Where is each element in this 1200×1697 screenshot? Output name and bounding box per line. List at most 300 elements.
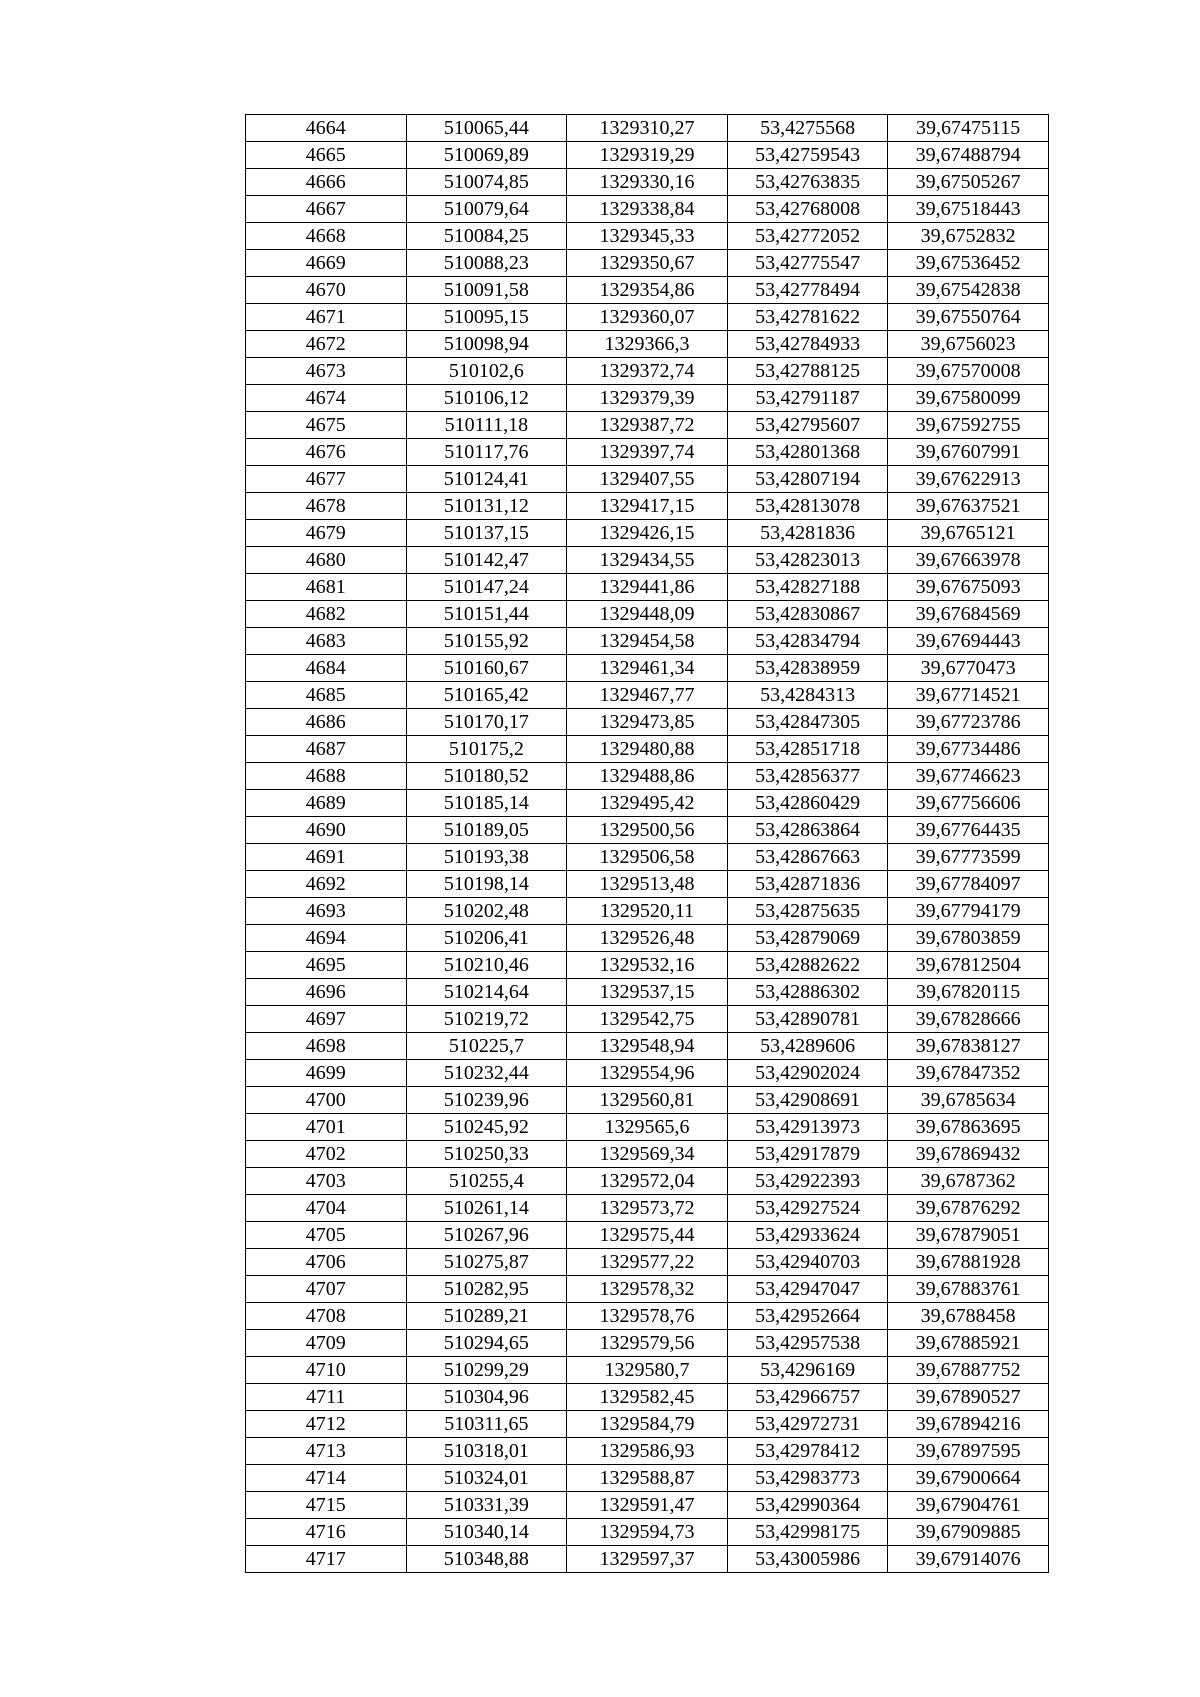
point-number-cell: 4666 (246, 169, 407, 196)
y-coordinate-cell: 1329473,85 (567, 709, 728, 736)
latitude-cell: 53,43005986 (727, 1546, 888, 1573)
longitude-cell: 39,67883761 (888, 1276, 1049, 1303)
longitude-cell: 39,6765121 (888, 520, 1049, 547)
x-coordinate-cell: 510340,14 (406, 1519, 567, 1546)
longitude-cell: 39,67637521 (888, 493, 1049, 520)
longitude-cell: 39,67570008 (888, 358, 1049, 385)
latitude-cell: 53,42966757 (727, 1384, 888, 1411)
table-row (246, 601, 1049, 628)
latitude-cell: 53,4281836 (727, 520, 888, 547)
point-number-cell: 4715 (246, 1492, 407, 1519)
x-coordinate-cell: 510304,96 (406, 1384, 567, 1411)
x-coordinate-cell: 510102,6 (406, 358, 567, 385)
latitude-cell: 53,42972731 (727, 1411, 888, 1438)
longitude-cell: 39,67694443 (888, 628, 1049, 655)
x-coordinate-cell: 510245,92 (406, 1114, 567, 1141)
longitude-cell: 39,6770473 (888, 655, 1049, 682)
y-coordinate-cell: 1329360,07 (567, 304, 728, 331)
table-row (246, 142, 1049, 169)
y-coordinate-cell: 1329513,48 (567, 871, 728, 898)
longitude-cell: 39,67794179 (888, 898, 1049, 925)
y-coordinate-cell: 1329575,44 (567, 1222, 728, 1249)
point-number-cell: 4709 (246, 1330, 407, 1357)
table-row (246, 196, 1049, 223)
table-row (246, 979, 1049, 1006)
latitude-cell: 53,42847305 (727, 709, 888, 736)
table-row (246, 1222, 1049, 1249)
latitude-cell: 53,4296169 (727, 1357, 888, 1384)
longitude-cell: 39,6787362 (888, 1168, 1049, 1195)
point-number-cell: 4667 (246, 196, 407, 223)
latitude-cell: 53,42827188 (727, 574, 888, 601)
point-number-cell: 4694 (246, 925, 407, 952)
latitude-cell: 53,42863864 (727, 817, 888, 844)
x-coordinate-cell: 510160,67 (406, 655, 567, 682)
latitude-cell: 53,42913973 (727, 1114, 888, 1141)
point-number-cell: 4681 (246, 574, 407, 601)
x-coordinate-cell: 510091,58 (406, 277, 567, 304)
latitude-cell: 53,42947047 (727, 1276, 888, 1303)
x-coordinate-cell: 510289,21 (406, 1303, 567, 1330)
table-row (246, 385, 1049, 412)
latitude-cell: 53,42759543 (727, 142, 888, 169)
y-coordinate-cell: 1329580,7 (567, 1357, 728, 1384)
y-coordinate-cell: 1329345,33 (567, 223, 728, 250)
table-row (246, 304, 1049, 331)
y-coordinate-cell: 1329554,96 (567, 1060, 728, 1087)
y-coordinate-cell: 1329366,3 (567, 331, 728, 358)
y-coordinate-cell: 1329506,58 (567, 844, 728, 871)
point-number-cell: 4678 (246, 493, 407, 520)
y-coordinate-cell: 1329488,86 (567, 763, 728, 790)
longitude-cell: 39,67803859 (888, 925, 1049, 952)
latitude-cell: 53,4275568 (727, 115, 888, 142)
point-number-cell: 4670 (246, 277, 407, 304)
y-coordinate-cell: 1329572,04 (567, 1168, 728, 1195)
point-number-cell: 4668 (246, 223, 407, 250)
latitude-cell: 53,42998175 (727, 1519, 888, 1546)
latitude-cell: 53,42834794 (727, 628, 888, 655)
y-coordinate-cell: 1329594,73 (567, 1519, 728, 1546)
longitude-cell: 39,67914076 (888, 1546, 1049, 1573)
latitude-cell: 53,42890781 (727, 1006, 888, 1033)
longitude-cell: 39,67909885 (888, 1519, 1049, 1546)
latitude-cell: 53,42952664 (727, 1303, 888, 1330)
x-coordinate-cell: 510155,92 (406, 628, 567, 655)
longitude-cell: 39,6756023 (888, 331, 1049, 358)
table-row (246, 1546, 1049, 1573)
table-row (246, 250, 1049, 277)
table-row (246, 898, 1049, 925)
y-coordinate-cell: 1329578,76 (567, 1303, 728, 1330)
y-coordinate-cell: 1329426,15 (567, 520, 728, 547)
longitude-cell: 39,67550764 (888, 304, 1049, 331)
x-coordinate-cell: 510117,76 (406, 439, 567, 466)
longitude-cell: 39,67734486 (888, 736, 1049, 763)
y-coordinate-cell: 1329500,56 (567, 817, 728, 844)
latitude-cell: 53,42886302 (727, 979, 888, 1006)
longitude-cell: 39,67773599 (888, 844, 1049, 871)
x-coordinate-cell: 510079,64 (406, 196, 567, 223)
latitude-cell: 53,42795607 (727, 412, 888, 439)
point-number-cell: 4710 (246, 1357, 407, 1384)
point-number-cell: 4704 (246, 1195, 407, 1222)
y-coordinate-cell: 1329387,72 (567, 412, 728, 439)
x-coordinate-cell: 510147,24 (406, 574, 567, 601)
longitude-cell: 39,67684569 (888, 601, 1049, 628)
point-number-cell: 4696 (246, 979, 407, 1006)
y-coordinate-cell: 1329338,84 (567, 196, 728, 223)
x-coordinate-cell: 510165,42 (406, 682, 567, 709)
table-row (246, 115, 1049, 142)
table-row (246, 1114, 1049, 1141)
table-row (246, 1276, 1049, 1303)
latitude-cell: 53,42917879 (727, 1141, 888, 1168)
y-coordinate-cell: 1329573,72 (567, 1195, 728, 1222)
latitude-cell: 53,42856377 (727, 763, 888, 790)
latitude-cell: 53,42875635 (727, 898, 888, 925)
latitude-cell: 53,42784933 (727, 331, 888, 358)
table-row (246, 628, 1049, 655)
table-row (246, 277, 1049, 304)
longitude-cell: 39,67746623 (888, 763, 1049, 790)
longitude-cell: 39,67812504 (888, 952, 1049, 979)
latitude-cell: 53,42879069 (727, 925, 888, 952)
x-coordinate-cell: 510065,44 (406, 115, 567, 142)
table-row (246, 1357, 1049, 1384)
x-coordinate-cell: 510088,23 (406, 250, 567, 277)
table-row (246, 1411, 1049, 1438)
latitude-cell: 53,42983773 (727, 1465, 888, 1492)
latitude-cell: 53,42772052 (727, 223, 888, 250)
y-coordinate-cell: 1329578,32 (567, 1276, 728, 1303)
point-number-cell: 4714 (246, 1465, 407, 1492)
point-number-cell: 4674 (246, 385, 407, 412)
y-coordinate-cell: 1329542,75 (567, 1006, 728, 1033)
x-coordinate-cell: 510250,33 (406, 1141, 567, 1168)
table-row (246, 439, 1049, 466)
point-number-cell: 4687 (246, 736, 407, 763)
y-coordinate-cell: 1329441,86 (567, 574, 728, 601)
table-row (246, 1168, 1049, 1195)
point-number-cell: 4712 (246, 1411, 407, 1438)
longitude-cell: 39,67592755 (888, 412, 1049, 439)
table-row (246, 493, 1049, 520)
table-row (246, 925, 1049, 952)
longitude-cell: 39,67488794 (888, 142, 1049, 169)
longitude-cell: 39,67887752 (888, 1357, 1049, 1384)
y-coordinate-cell: 1329319,29 (567, 142, 728, 169)
y-coordinate-cell: 1329579,56 (567, 1330, 728, 1357)
point-number-cell: 4690 (246, 817, 407, 844)
x-coordinate-cell: 510180,52 (406, 763, 567, 790)
table-row (246, 1384, 1049, 1411)
longitude-cell: 39,67784097 (888, 871, 1049, 898)
point-number-cell: 4703 (246, 1168, 407, 1195)
table-row (246, 1303, 1049, 1330)
longitude-cell: 39,67607991 (888, 439, 1049, 466)
longitude-cell: 39,67881928 (888, 1249, 1049, 1276)
y-coordinate-cell: 1329586,93 (567, 1438, 728, 1465)
x-coordinate-cell: 510239,96 (406, 1087, 567, 1114)
longitude-cell: 39,6788458 (888, 1303, 1049, 1330)
point-number-cell: 4716 (246, 1519, 407, 1546)
x-coordinate-cell: 510185,14 (406, 790, 567, 817)
y-coordinate-cell: 1329372,74 (567, 358, 728, 385)
y-coordinate-cell: 1329434,55 (567, 547, 728, 574)
longitude-cell: 39,67580099 (888, 385, 1049, 412)
longitude-cell: 39,67879051 (888, 1222, 1049, 1249)
latitude-cell: 53,42823013 (727, 547, 888, 574)
x-coordinate-cell: 510131,12 (406, 493, 567, 520)
longitude-cell: 39,67885921 (888, 1330, 1049, 1357)
latitude-cell: 53,42867663 (727, 844, 888, 871)
y-coordinate-cell: 1329591,47 (567, 1492, 728, 1519)
table-row (246, 1006, 1049, 1033)
y-coordinate-cell: 1329467,77 (567, 682, 728, 709)
latitude-cell: 53,42838959 (727, 655, 888, 682)
x-coordinate-cell: 510318,01 (406, 1438, 567, 1465)
table-row (246, 790, 1049, 817)
y-coordinate-cell: 1329480,88 (567, 736, 728, 763)
longitude-cell: 39,67838127 (888, 1033, 1049, 1060)
longitude-cell: 39,67723786 (888, 709, 1049, 736)
table-row (246, 1519, 1049, 1546)
point-number-cell: 4685 (246, 682, 407, 709)
x-coordinate-cell: 510170,17 (406, 709, 567, 736)
latitude-cell: 53,42851718 (727, 736, 888, 763)
x-coordinate-cell: 510232,44 (406, 1060, 567, 1087)
y-coordinate-cell: 1329548,94 (567, 1033, 728, 1060)
point-number-cell: 4702 (246, 1141, 407, 1168)
longitude-cell: 39,67714521 (888, 682, 1049, 709)
point-number-cell: 4705 (246, 1222, 407, 1249)
y-coordinate-cell: 1329397,74 (567, 439, 728, 466)
latitude-cell: 53,42813078 (727, 493, 888, 520)
point-number-cell: 4676 (246, 439, 407, 466)
y-coordinate-cell: 1329526,48 (567, 925, 728, 952)
x-coordinate-cell: 510084,25 (406, 223, 567, 250)
y-coordinate-cell: 1329577,22 (567, 1249, 728, 1276)
table-row (246, 223, 1049, 250)
longitude-cell: 39,67900664 (888, 1465, 1049, 1492)
latitude-cell: 53,42768008 (727, 196, 888, 223)
point-number-cell: 4707 (246, 1276, 407, 1303)
longitude-cell: 39,67536452 (888, 250, 1049, 277)
point-number-cell: 4677 (246, 466, 407, 493)
table-row (246, 1438, 1049, 1465)
x-coordinate-cell: 510261,14 (406, 1195, 567, 1222)
x-coordinate-cell: 510225,7 (406, 1033, 567, 1060)
point-number-cell: 4717 (246, 1546, 407, 1573)
x-coordinate-cell: 510294,65 (406, 1330, 567, 1357)
table-row (246, 817, 1049, 844)
x-coordinate-cell: 510255,4 (406, 1168, 567, 1195)
table-row (246, 1465, 1049, 1492)
x-coordinate-cell: 510189,05 (406, 817, 567, 844)
point-number-cell: 4699 (246, 1060, 407, 1087)
point-number-cell: 4669 (246, 250, 407, 277)
table-row (246, 574, 1049, 601)
table-row (246, 844, 1049, 871)
longitude-cell: 39,67876292 (888, 1195, 1049, 1222)
table-row (246, 1195, 1049, 1222)
y-coordinate-cell: 1329569,34 (567, 1141, 728, 1168)
table-row (246, 952, 1049, 979)
latitude-cell: 53,42940703 (727, 1249, 888, 1276)
longitude-cell: 39,67663978 (888, 547, 1049, 574)
point-number-cell: 4684 (246, 655, 407, 682)
x-coordinate-cell: 510106,12 (406, 385, 567, 412)
latitude-cell: 53,42860429 (727, 790, 888, 817)
latitude-cell: 53,42791187 (727, 385, 888, 412)
table-row (246, 547, 1049, 574)
longitude-cell: 39,67894216 (888, 1411, 1049, 1438)
longitude-cell: 39,67518443 (888, 196, 1049, 223)
latitude-cell: 53,42908691 (727, 1087, 888, 1114)
point-number-cell: 4683 (246, 628, 407, 655)
table-row (246, 1060, 1049, 1087)
latitude-cell: 53,42778494 (727, 277, 888, 304)
y-coordinate-cell: 1329532,16 (567, 952, 728, 979)
table-row (246, 331, 1049, 358)
x-coordinate-cell: 510098,94 (406, 331, 567, 358)
longitude-cell: 39,67764435 (888, 817, 1049, 844)
longitude-cell: 39,67542838 (888, 277, 1049, 304)
x-coordinate-cell: 510111,18 (406, 412, 567, 439)
table-row (246, 466, 1049, 493)
latitude-cell: 53,42990364 (727, 1492, 888, 1519)
table-row (246, 736, 1049, 763)
point-number-cell: 4672 (246, 331, 407, 358)
point-number-cell: 4693 (246, 898, 407, 925)
y-coordinate-cell: 1329461,34 (567, 655, 728, 682)
table-row (246, 412, 1049, 439)
x-coordinate-cell: 510095,15 (406, 304, 567, 331)
longitude-cell: 39,67897595 (888, 1438, 1049, 1465)
x-coordinate-cell: 510198,14 (406, 871, 567, 898)
table-row (246, 1249, 1049, 1276)
longitude-cell: 39,67890527 (888, 1384, 1049, 1411)
longitude-cell: 39,67904761 (888, 1492, 1049, 1519)
point-number-cell: 4692 (246, 871, 407, 898)
point-number-cell: 4682 (246, 601, 407, 628)
longitude-cell: 39,67505267 (888, 169, 1049, 196)
table-row (246, 358, 1049, 385)
longitude-cell: 39,67756606 (888, 790, 1049, 817)
point-number-cell: 4665 (246, 142, 407, 169)
latitude-cell: 53,42807194 (727, 466, 888, 493)
table-row (246, 169, 1049, 196)
point-number-cell: 4689 (246, 790, 407, 817)
coordinates-table-body (246, 115, 1049, 1573)
point-number-cell: 4708 (246, 1303, 407, 1330)
table-row (246, 871, 1049, 898)
point-number-cell: 4698 (246, 1033, 407, 1060)
x-coordinate-cell: 510348,88 (406, 1546, 567, 1573)
y-coordinate-cell: 1329597,37 (567, 1546, 728, 1573)
latitude-cell: 53,42933624 (727, 1222, 888, 1249)
latitude-cell: 53,42801368 (727, 439, 888, 466)
x-coordinate-cell: 510214,64 (406, 979, 567, 1006)
y-coordinate-cell: 1329560,81 (567, 1087, 728, 1114)
latitude-cell: 53,42927524 (727, 1195, 888, 1222)
longitude-cell: 39,67828666 (888, 1006, 1049, 1033)
y-coordinate-cell: 1329310,27 (567, 115, 728, 142)
table-row (246, 655, 1049, 682)
x-coordinate-cell: 510074,85 (406, 169, 567, 196)
latitude-cell: 53,42957538 (727, 1330, 888, 1357)
latitude-cell: 53,42902024 (727, 1060, 888, 1087)
y-coordinate-cell: 1329454,58 (567, 628, 728, 655)
longitude-cell: 39,67847352 (888, 1060, 1049, 1087)
table-row (246, 1087, 1049, 1114)
x-coordinate-cell: 510193,38 (406, 844, 567, 871)
x-coordinate-cell: 510202,48 (406, 898, 567, 925)
point-number-cell: 4688 (246, 763, 407, 790)
y-coordinate-cell: 1329354,86 (567, 277, 728, 304)
x-coordinate-cell: 510069,89 (406, 142, 567, 169)
x-coordinate-cell: 510299,29 (406, 1357, 567, 1384)
latitude-cell: 53,42882622 (727, 952, 888, 979)
y-coordinate-cell: 1329407,55 (567, 466, 728, 493)
longitude-cell: 39,67820115 (888, 979, 1049, 1006)
x-coordinate-cell: 510206,41 (406, 925, 567, 952)
y-coordinate-cell: 1329495,42 (567, 790, 728, 817)
latitude-cell: 53,42781622 (727, 304, 888, 331)
table-row (246, 709, 1049, 736)
point-number-cell: 4695 (246, 952, 407, 979)
latitude-cell: 53,42763835 (727, 169, 888, 196)
x-coordinate-cell: 510331,39 (406, 1492, 567, 1519)
table-row (246, 1033, 1049, 1060)
x-coordinate-cell: 510282,95 (406, 1276, 567, 1303)
longitude-cell: 39,6785634 (888, 1087, 1049, 1114)
table-row (246, 763, 1049, 790)
x-coordinate-cell: 510142,47 (406, 547, 567, 574)
latitude-cell: 53,42775547 (727, 250, 888, 277)
point-number-cell: 4675 (246, 412, 407, 439)
coordinates-table (245, 114, 1049, 1573)
longitude-cell: 39,6752832 (888, 223, 1049, 250)
x-coordinate-cell: 510210,46 (406, 952, 567, 979)
x-coordinate-cell: 510219,72 (406, 1006, 567, 1033)
y-coordinate-cell: 1329330,16 (567, 169, 728, 196)
table-row (246, 1492, 1049, 1519)
latitude-cell: 53,4289606 (727, 1033, 888, 1060)
y-coordinate-cell: 1329448,09 (567, 601, 728, 628)
point-number-cell: 4700 (246, 1087, 407, 1114)
y-coordinate-cell: 1329537,15 (567, 979, 728, 1006)
latitude-cell: 53,42871836 (727, 871, 888, 898)
point-number-cell: 4680 (246, 547, 407, 574)
point-number-cell: 4671 (246, 304, 407, 331)
point-number-cell: 4711 (246, 1384, 407, 1411)
y-coordinate-cell: 1329582,45 (567, 1384, 728, 1411)
latitude-cell: 53,42788125 (727, 358, 888, 385)
latitude-cell: 53,42978412 (727, 1438, 888, 1465)
x-coordinate-cell: 510151,44 (406, 601, 567, 628)
point-number-cell: 4713 (246, 1438, 407, 1465)
longitude-cell: 39,67622913 (888, 466, 1049, 493)
y-coordinate-cell: 1329584,79 (567, 1411, 728, 1438)
x-coordinate-cell: 510124,41 (406, 466, 567, 493)
y-coordinate-cell: 1329417,15 (567, 493, 728, 520)
point-number-cell: 4691 (246, 844, 407, 871)
x-coordinate-cell: 510324,01 (406, 1465, 567, 1492)
point-number-cell: 4686 (246, 709, 407, 736)
x-coordinate-cell: 510275,87 (406, 1249, 567, 1276)
